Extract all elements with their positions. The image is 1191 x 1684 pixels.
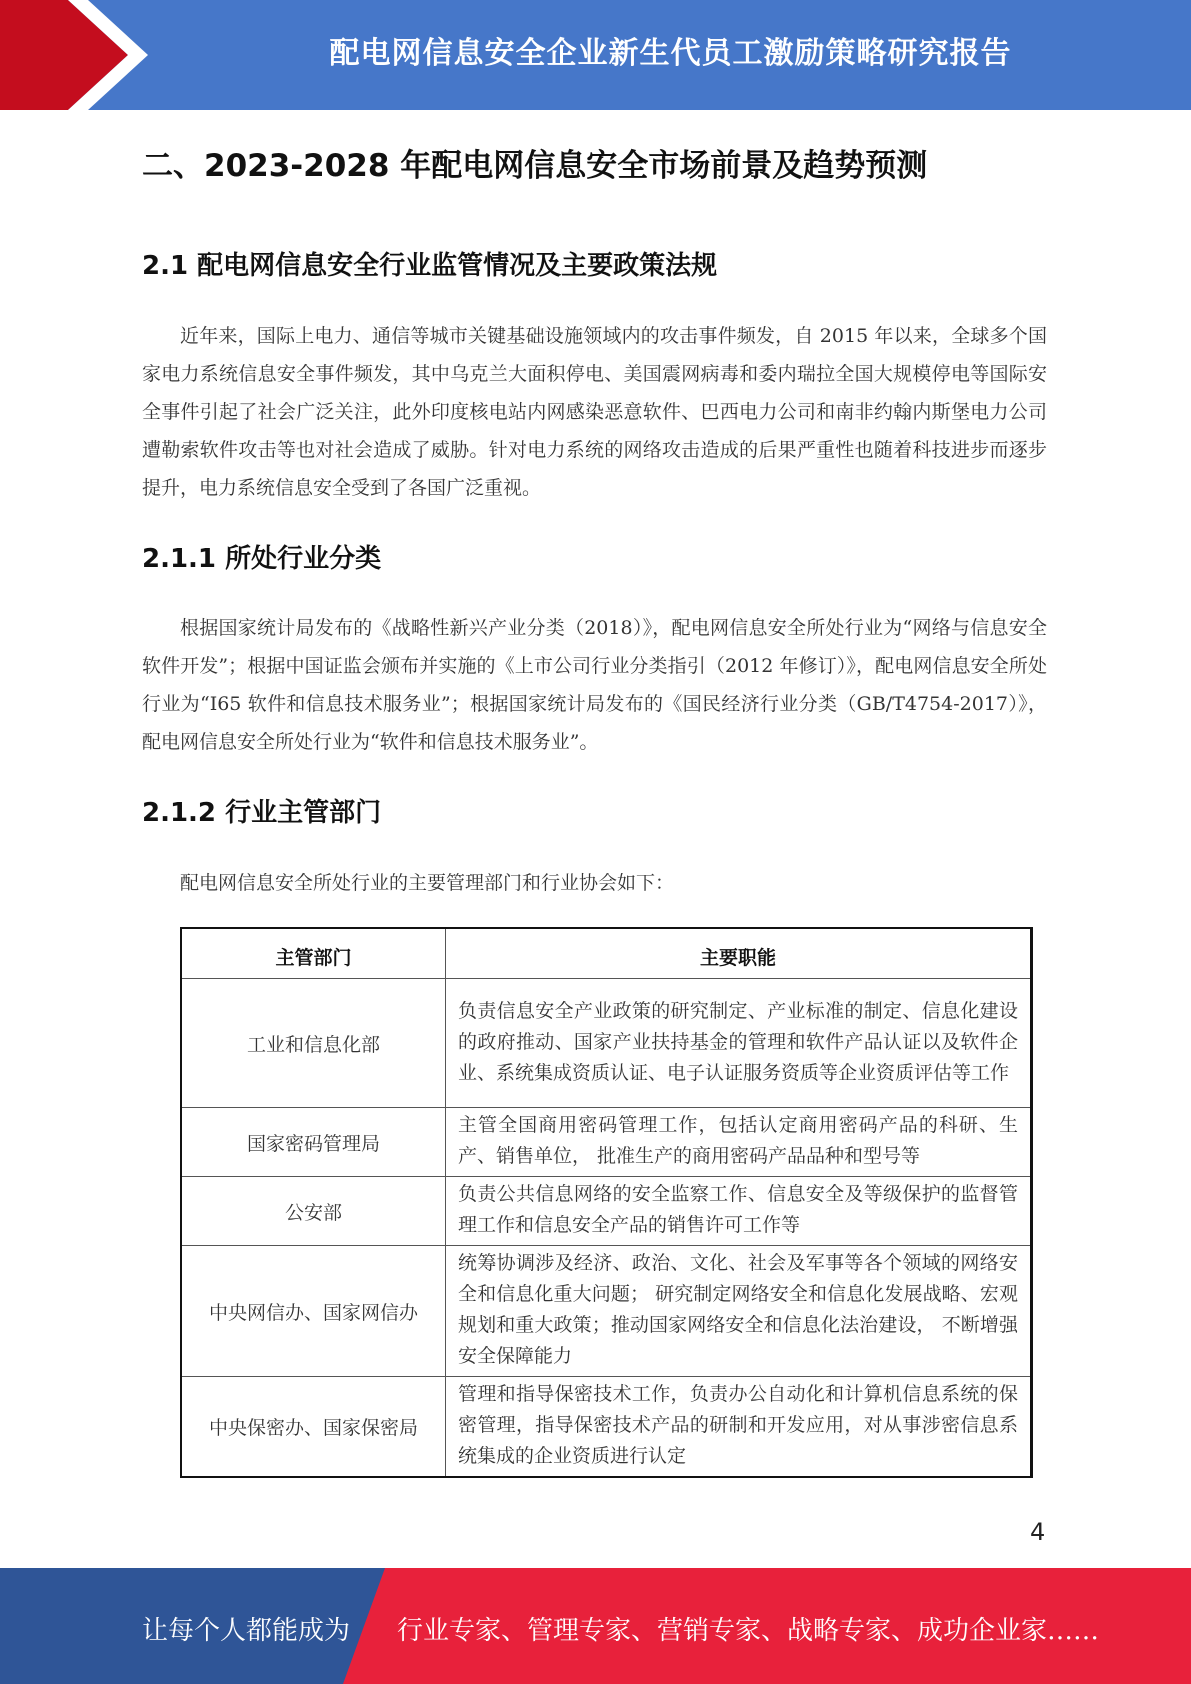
table-cell-dept: 中央网信办、国家网信办 [181,1246,446,1377]
table-cell-duty: 负责信息安全产业政策的研究制定、产业标准的制定、信息化建设的政府推动、国家产业扶持基金的管理和软件产品认证以及软件企业、系统集成资质认证、电子认证服务资质等企业资质评估等工作 [446,979,1032,1108]
table-row [181,1377,1032,1478]
footer-slogan-left: 让每个人都能成为 [142,1616,351,1646]
subsection-title-2-1: 2.1 配电网信息安全行业监管情况及主要政策法规 [142,251,718,281]
table-header-row [181,928,1032,979]
subsection-title-2-1-2: 2.1.2 行业主管部门 [142,798,382,828]
table-header-duty: 主要职能 [446,928,1032,979]
table-row [181,1246,1032,1377]
table-row [181,1108,1032,1177]
table-cell-duty: 统筹协调涉及经济、政治、文化、社会及军事等各个领域的网络安全和信息化重大问题； 研究制定网络安全和信息化发展战略、宏观规划和重大政策；推动国家网络安全和信息化法治建设， 不断增强安全保障能力 [446,1246,1032,1377]
red-chevron-icon [0,0,160,110]
department-table [180,927,1033,1478]
table-cell-duty: 管理和指导保密技术工作，负责办公自动化和计算机信息系统的保密管理，指导保密技术产品的研制和开发应用，对从事涉密信息系统集成的企业资质进行认定 [446,1377,1032,1478]
table-row [181,1177,1032,1246]
paragraph-2-1-1: 根据国家统计局发布的《战略性新兴产业分类（2018）》，配电网信息安全所处行业为“网络与信息安全软件开发”；根据中国证监会颁布并实施的《上市公司行业分类指引（2012 年修订）》，配电网信息安全所处行业为“I65 软件和信息技术服务业”；根据国家统计局发布的《国民经济行业分类（GB/T4754-2017）》，配电网信息安全所处行业为“软件和信息技术服务业”。 [142,617,1047,753]
table-cell-duty: 主管全国商用密码管理工作，包括认定商用密码产品的科研、生产、销售单位， 批准生产的商用密码产品品种和型号等 [446,1108,1032,1177]
section-title: 二、2023-2028 年配电网信息安全市场前景及趋势预测 [142,148,928,184]
footer-slogan-right: 行业专家、管理专家、营销专家、战略专家、成功企业家…… [397,1616,1100,1646]
table-cell-dept: 公安部 [181,1177,446,1246]
report-footer [0,1568,1191,1684]
table-cell-duty: 负责公共信息网络的安全监察工作、信息安全及等级保护的监督管理工作和信息安全产品的销售许可工作等 [446,1177,1032,1246]
table-cell-dept: 国家密码管理局 [181,1108,446,1177]
report-title: 配电网信息安全企业新生代员工激励策略研究报告 [329,36,1012,71]
subsection-title-2-1-1: 2.1.1 所处行业分类 [142,544,382,574]
page-number: 4 [1030,1518,1046,1546]
table-cell-dept: 工业和信息化部 [181,979,446,1108]
paragraph-2-1-2: 配电网信息安全所处行业的主要管理部门和行业协会如下： [180,872,675,894]
report-header [0,0,1191,110]
table-row [181,979,1032,1108]
paragraph-2-1: 近年来，国际上电力、通信等城市关键基础设施领域内的攻击事件频发，自 2015 年以来，全球多个国家电力系统信息安全事件频发，其中乌克兰大面积停电、美国震网病毒和委内瑞拉全国大规模停电等国际安全事件引起了社会广泛关注，此外印度核电站内网感染恶意软件、巴西电力公司和南非约翰内斯堡电力公司遭勒索软件攻击等也对社会造成了威胁。针对电力系统的网络攻击造成的后果严重性也随着科技进步而逐步提升，电力系统信息安全受到了各国广泛重视。 [142,325,1047,499]
table-header-dept: 主管部门 [181,928,446,979]
table-cell-dept: 中央保密办、国家保密局 [181,1377,446,1478]
